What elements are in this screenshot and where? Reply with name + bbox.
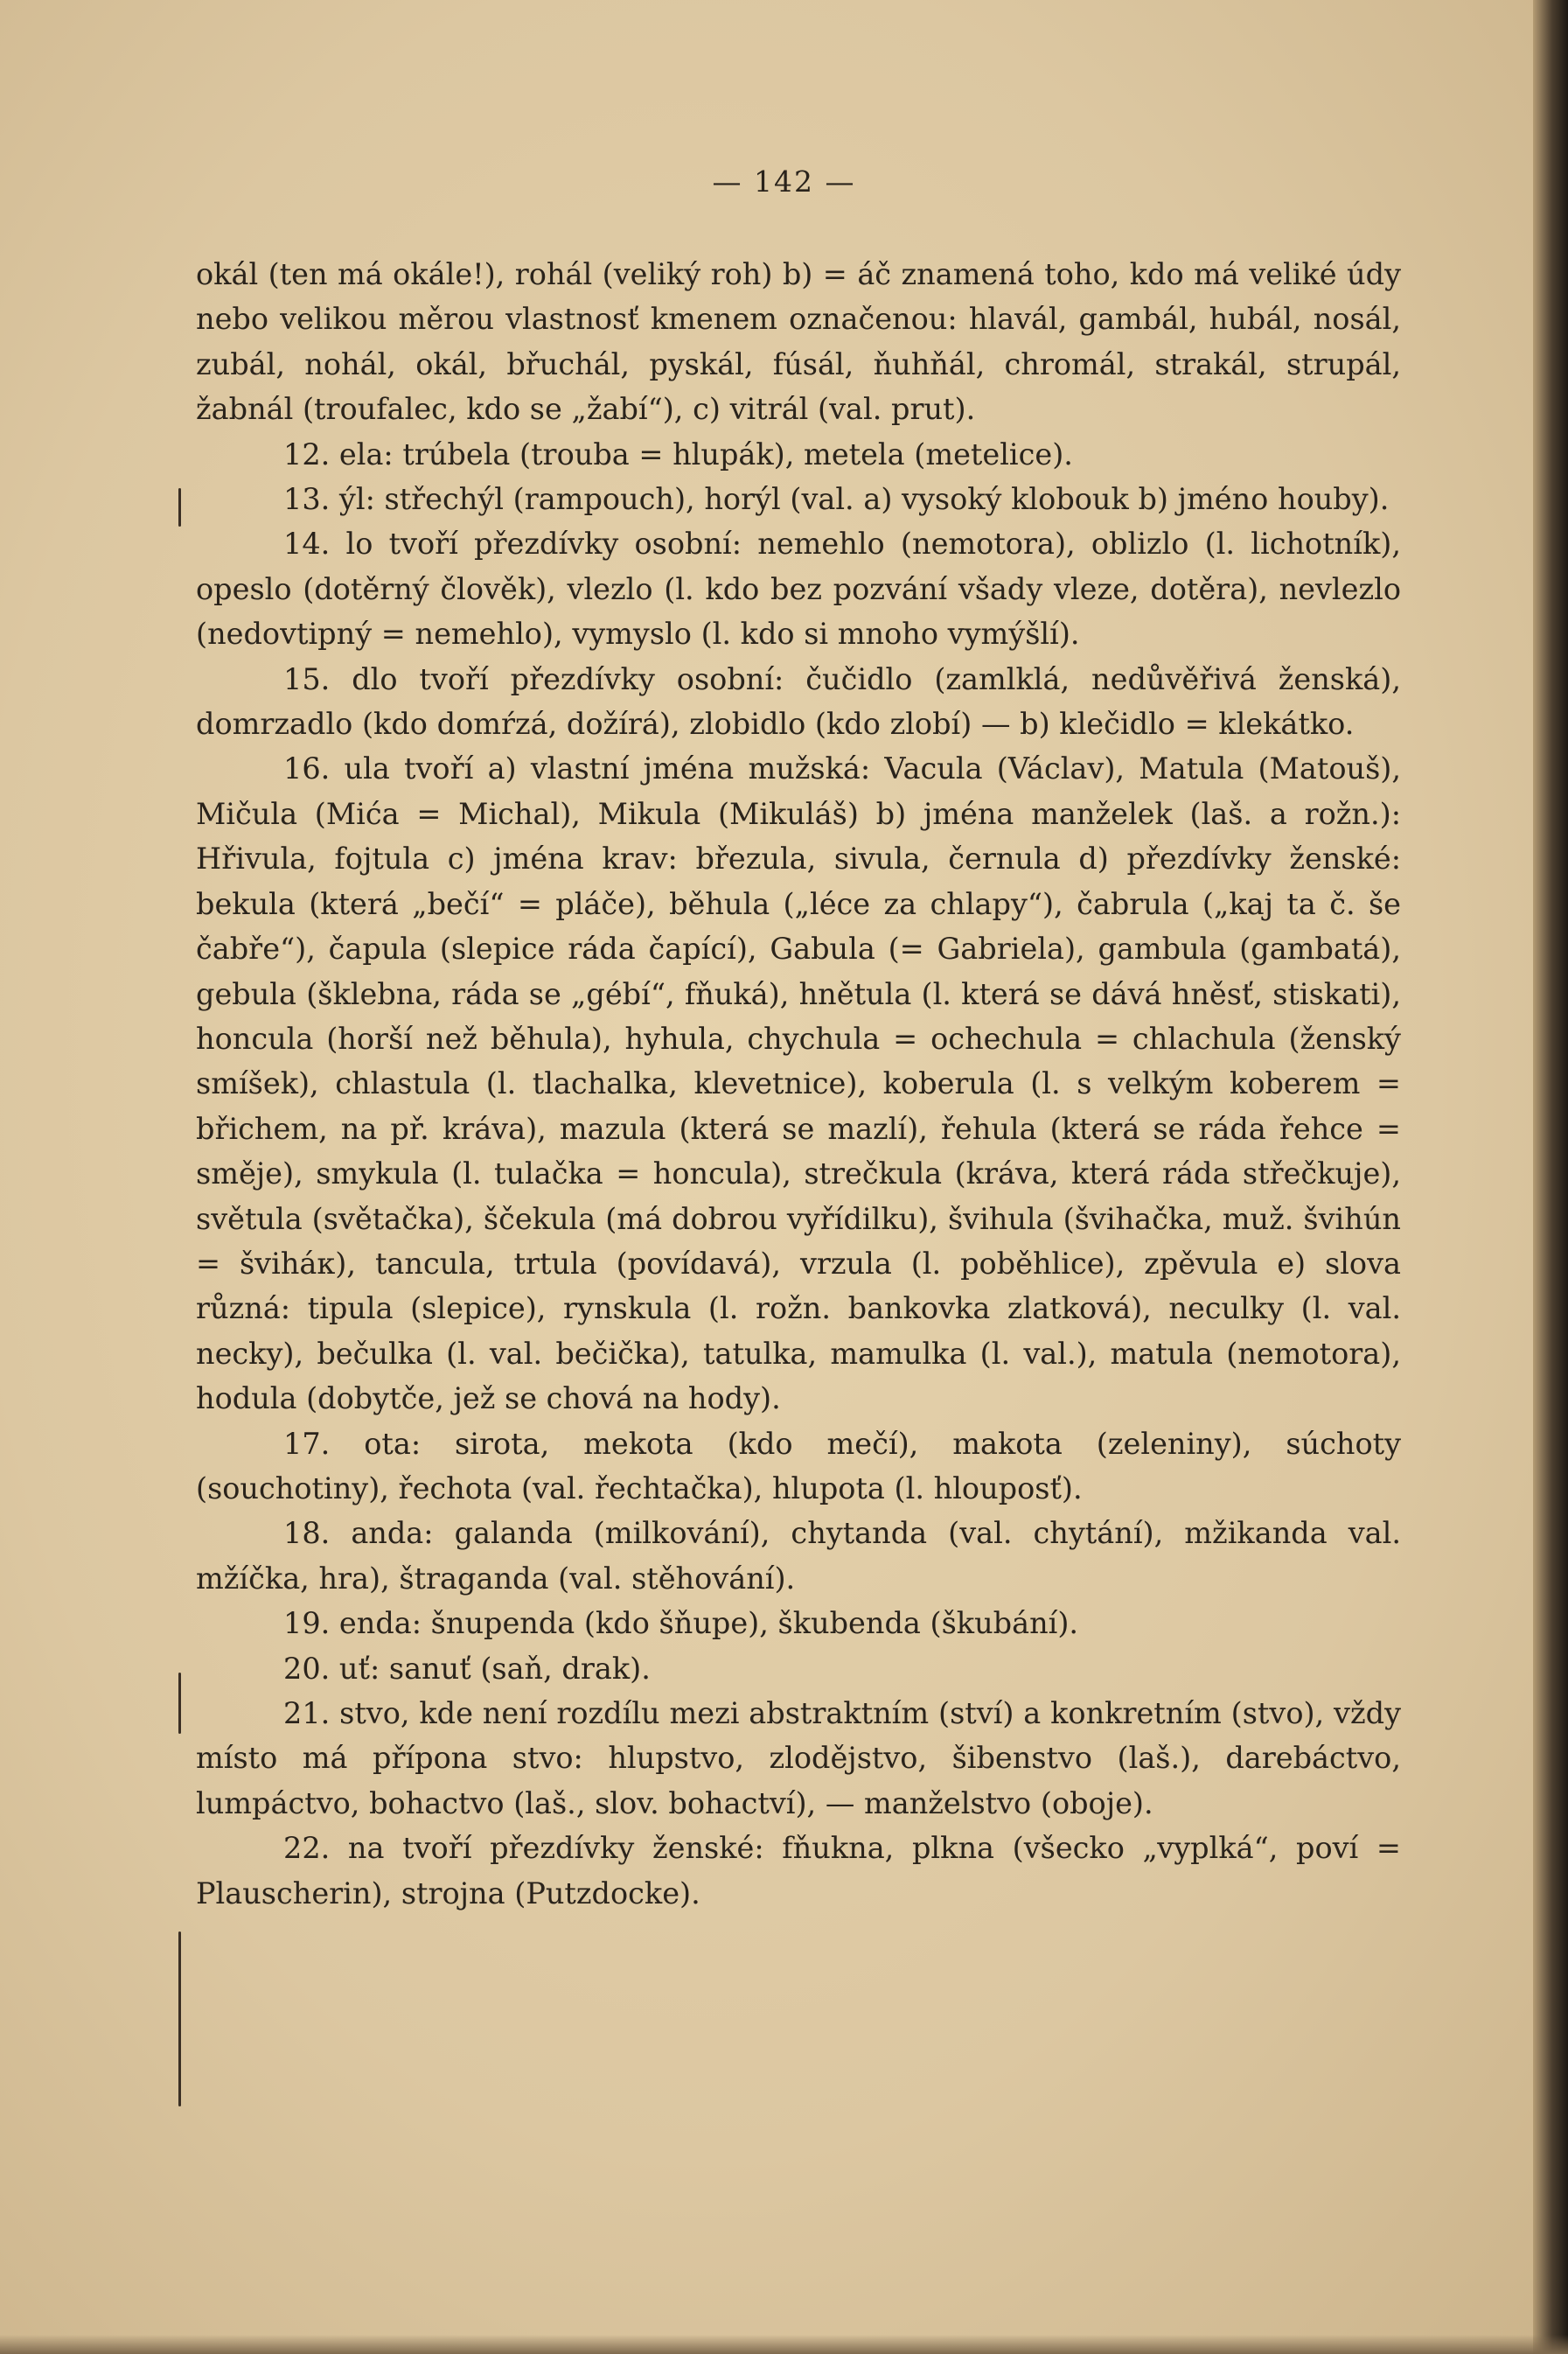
margin-mark-item-21 bbox=[178, 1931, 181, 2106]
paragraph-item-15: 15. dlo tvoří přezdívky osobní: čučidlo (zamlklá, nedůvěřivá ženská), domrzadlo (kdo domŕzá, dožírá), zlobidlo (kdo zlobí) — b) klečidlo = klekátko. bbox=[196, 661, 1401, 742]
paragraph-item-13: 13. ýl: střechýl (rampouch), horýl (val. a) vysoký klobouk b) jméno houby). bbox=[283, 482, 1390, 517]
paragraph-continuation: okál (ten má okále!), rohál (veliký roh) b) = áč znamená toho, kdo má veliké údy nebo velikou měrou vlastnosť kmenem označenou: hlavál, gambál, hubál, nosál, zubál, nohál, okál, břuchál, pyskál, fúsál, ňuhňál, chromál, strakál, strupál, žabnál (troufalec, kdo se „žabí“), c) vitrál (val. prut). bbox=[196, 257, 1401, 427]
paragraph-item-20: 20. uť: sanuť (saň, drak). bbox=[283, 1651, 651, 1686]
page-binding-edge bbox=[1533, 0, 1568, 2354]
paragraph-item-16: 16. ula tvoří a) vlastní jména mužská: Vacula (Václav), Matula (Matouš), Mičula (Mića = Michal), Mikula (Mikuláš) b) jména manželek (laš. a rožn.): Hřivula, fojtula c) jména krav: březula, sivula, černula d) přezdívky ženské: bekula (která „bečí“ = pláče), běhula („léce za chlapy“), čabrula („kaj ta č. še čabře“), čapula (slepice ráda čapící), Gabula (= Gabriela), gambula (gambatá), gebula (šklebna, ráda se „gébí“, fňuká), hnětula (l. která se dává hněsť, stiskati), honcula (horší než běhula), hyhula, chychula = ochechula = chlachula (ženský smíšek), chlastula (l. tlachalka, klevetnice), koberula (l. s velkým koberem = břichem, na př. kráva), mazula (která se mazlí), řehula (která se ráda řehce = směje), smykula (l. tulačka = honcula), strečkula (kráva, která ráda střečkuje), světula (světačka), ščekula (má dobrou vyřídilku), švihula (švihačka, muž. švihún = šviháк), tancula, trtula (povídavá), vrzula (l. poběhlice), zpěvula e) slova různá: tipula (slepice), rynskula (l. rožn. bankovka zlatková), neculky (l. val. necky), bečulka (l. val. bečička), tatulka, mamulka (l. val.), matula (nemotora), hodula (dobytče, jež se chová na hody). bbox=[196, 751, 1401, 1416]
page-number: — 142 — bbox=[712, 164, 856, 199]
paragraph-item-14: 14. lo tvoří přezdívky osobní: nemehlo (nemotora), oblizlo (l. lichotník), opeslo (dotěrný člověk), vlezlo (l. kdo bez pozvání všady vleze, dotěra), nevlezlo (nedovtipný = nemehlo), vymyslo (l. kdo si mnoho vymýšlí). bbox=[196, 527, 1401, 652]
body-text bbox=[196, 252, 1401, 1916]
paragraph-item-12: 12. ela: trúbela (trouba = hlupák), metela (metelice). bbox=[283, 437, 1073, 471]
paragraph-item-22: 22. na tvoří přezdívky ženské: fňukna, plkna (všecko „vyplká“, poví = Plauscherin), strojna (Putzdocke). bbox=[196, 1831, 1401, 1910]
paragraph-item-19: 19. enda: šnupenda (kdo šňupe), škubenda (škubání). bbox=[283, 1606, 1079, 1641]
paragraph-item-18: 18. anda: galanda (milkování), chytanda (val. chytání), mžikanda val. mžíčka, hra), štraganda (val. stěhování). bbox=[196, 1516, 1401, 1596]
page-bottom-shadow bbox=[0, 2335, 1568, 2354]
paragraph-item-17: 17. ota: sirota, mekota (kdo mečí), makota (zeleniny), súchoty (souchotiny), řechota (val. řechtačka), hlupota (l. hlouposť). bbox=[196, 1426, 1401, 1505]
margin-mark-item-12 bbox=[178, 488, 181, 527]
paragraph-item-21: 21. stvo, kde není rozdílu mezi abstraktním (ství) a konkretním (stvo), vždy místo má přípona stvo: hlupstvo, zlodějstvo, šibenstvo (laš.), darebáctvo, lumpáctvo, bohactvo (laš., slov. bohactví), — manželstvo (oboje). bbox=[196, 1696, 1401, 1820]
margin-mark-item-17 bbox=[178, 1673, 181, 1734]
